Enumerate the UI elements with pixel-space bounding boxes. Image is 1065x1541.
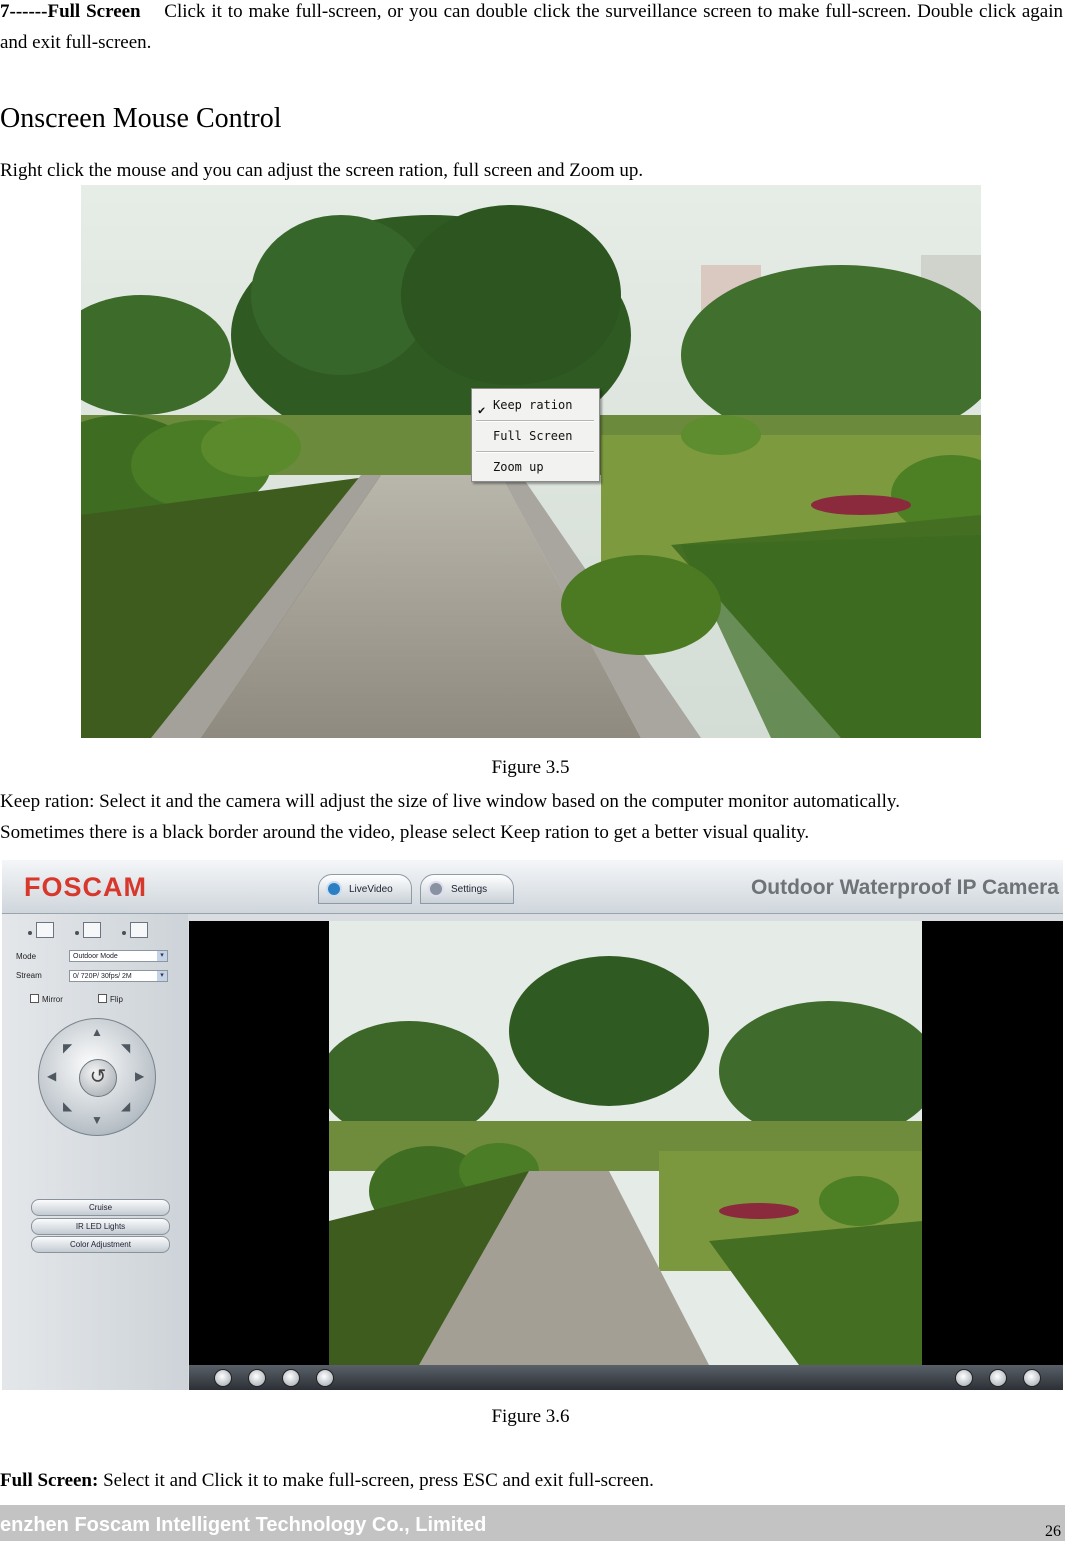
fullscreen-text: Select it and Click it to make full-screen, press ESC and exit full-screen. [98, 1470, 654, 1491]
mirror-label: Mirror [42, 995, 63, 1004]
tab-label: Settings [451, 884, 488, 895]
intro-term: 7------Full Screen [0, 1, 141, 22]
stream-label: Stream [16, 971, 42, 980]
figure-3-6 [2, 860, 1063, 1390]
page-number: 26 [1045, 1523, 1061, 1540]
tab-live-video[interactable] [318, 874, 412, 904]
menu-item-full-screen[interactable] [472, 424, 599, 448]
ptz-control[interactable] [38, 1018, 156, 1136]
figure-3-5-caption: Figure 3.5 [491, 757, 570, 778]
footer-company: enzhen Foscam Intelligent Technology Co., Limited [0, 1514, 487, 1536]
pan-down-left-icon[interactable]: ◣ [63, 1099, 73, 1113]
checkbox-icon [98, 994, 107, 1003]
park-video-frame [329, 921, 922, 1365]
color-adjustment-button[interactable]: Color Adjustment [31, 1236, 170, 1253]
radio-icon[interactable] [122, 931, 126, 935]
pan-left-icon[interactable]: ◀ [47, 1069, 57, 1083]
menu-item-label: Zoom up [493, 460, 544, 474]
chevron-down-icon: ▾ [157, 951, 167, 961]
menu-separator [476, 420, 594, 422]
pan-down-icon[interactable]: ▼ [91, 1113, 103, 1127]
menu-item-label: Full Screen [493, 429, 573, 443]
intro-paragraph [0, 0, 1063, 58]
pan-up-icon[interactable]: ▲ [91, 1025, 103, 1039]
menu-item-zoom-up[interactable] [472, 455, 599, 479]
pan-down-right-icon[interactable]: ◢ [121, 1099, 131, 1113]
radio-icon[interactable] [28, 931, 32, 935]
menu-separator [476, 451, 594, 453]
pan-up-left-icon[interactable]: ◤ [63, 1041, 73, 1055]
pan-up-right-icon[interactable]: ◥ [121, 1041, 131, 1055]
section-heading: Onscreen Mouse Control [0, 103, 282, 134]
ir-led-lights-button[interactable]: IR LED Lights [31, 1218, 170, 1235]
menu-item-label: Keep ration [493, 398, 573, 412]
right-click-text: Right click the mouse and you can adjust the screen ration, full screen and Zoom up. [0, 160, 644, 181]
play-icon[interactable] [214, 1369, 232, 1387]
keep-ration-line-1: Keep ration: Select it and the camera will adjust the size of live window based on the computer monitor automatically. [0, 791, 900, 812]
menu-item-keep-ration[interactable] [472, 393, 599, 417]
foscam-logo: FOSCAM [24, 872, 147, 902]
intro-text: Click it to make full-screen, or you can double click the surveillance screen to make full-screen. Double click again and exit full-screen. [0, 1, 1064, 53]
flip-label: Flip [110, 995, 123, 1004]
cruise-button[interactable]: Cruise [31, 1199, 170, 1216]
radio-icon[interactable] [75, 931, 79, 935]
chevron-down-icon: ▾ [157, 971, 167, 981]
audio-icon[interactable] [282, 1369, 300, 1387]
live-video-area[interactable] [189, 921, 1063, 1365]
record-icon[interactable] [989, 1369, 1007, 1387]
fullscreen-icon[interactable] [1023, 1369, 1041, 1387]
fullscreen-term: Full Screen: [0, 1470, 99, 1491]
tab-settings[interactable] [420, 874, 514, 904]
center-reset-icon[interactable]: ↺ [79, 1059, 117, 1097]
camera-icon [326, 881, 342, 897]
tab-label: LiveVideo [349, 884, 393, 895]
pan-right-icon[interactable]: ▶ [135, 1069, 145, 1083]
stream-select[interactable] [69, 970, 168, 982]
keep-ration-line-2: Sometimes there is a black border around the video, please select Keep ration to get a better visual quality. [0, 822, 810, 843]
mirror-checkbox[interactable] [30, 994, 63, 1004]
mode-label: Mode [16, 952, 37, 961]
camera-sidebar [2, 914, 188, 1390]
gear-icon [428, 881, 444, 897]
video-toolbar [189, 1365, 1063, 1390]
figure-3-5 [81, 185, 981, 738]
quad-view-icon[interactable] [83, 922, 101, 938]
checkbox-icon [30, 994, 39, 1003]
single-view-icon[interactable] [36, 922, 54, 938]
mode-select[interactable] [69, 950, 168, 962]
camera-title: Outdoor Waterproof IP Camera [750, 876, 1059, 899]
fullscreen-paragraph [0, 1465, 654, 1496]
nine-view-icon[interactable] [130, 922, 148, 938]
context-menu [471, 388, 600, 482]
stop-icon[interactable] [248, 1369, 266, 1387]
stream-value: 0/ 720P/ 30fps/ 2M [73, 973, 132, 980]
mode-value: Outdoor Mode [73, 953, 118, 960]
camera-header [2, 860, 1063, 914]
talk-icon[interactable] [316, 1369, 334, 1387]
check-icon: ✔ [478, 403, 486, 417]
snapshot-icon[interactable] [955, 1369, 973, 1387]
figure-3-6-caption: Figure 3.6 [491, 1406, 570, 1427]
flip-checkbox[interactable] [98, 994, 123, 1004]
